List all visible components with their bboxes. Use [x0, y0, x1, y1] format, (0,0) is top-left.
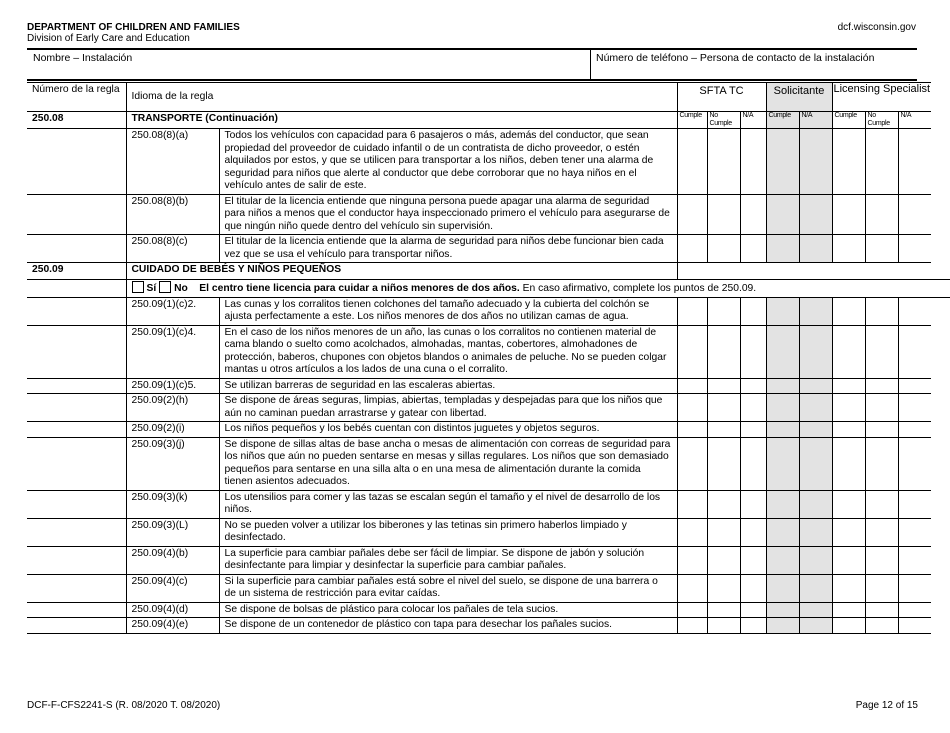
- licensing-check-cell[interactable]: [865, 297, 898, 325]
- applicant-check-cell[interactable]: [799, 490, 832, 518]
- question-text: En caso afirmativo, complete los puntos de 250.09.: [519, 283, 757, 294]
- applicant-check-cell[interactable]: [799, 574, 832, 602]
- sfta-check-cell[interactable]: [677, 437, 707, 490]
- licensing-check-cell[interactable]: [865, 490, 898, 518]
- licensing-check-cell[interactable]: [898, 618, 931, 634]
- rule-text: La superficie para cambiar pañales debe ser fácil de limpiar. Se dispone de jabón y solución desinfectante para limpiar y desinfectar la superficie para cambiar pañales.: [219, 546, 677, 574]
- sfta-check-cell[interactable]: [707, 422, 740, 438]
- licensing-check-cell[interactable]: [865, 422, 898, 438]
- yes-checkbox[interactable]: [132, 281, 144, 293]
- blank-cell: [27, 378, 126, 394]
- licensing-check-cell[interactable]: [865, 194, 898, 235]
- sfta-check-cell[interactable]: [677, 546, 707, 574]
- applicant-check-cell[interactable]: [799, 378, 832, 394]
- rule-id: 250.08(8)(b): [126, 194, 219, 235]
- rule-row: [27, 297, 950, 325]
- licensing-check-cell[interactable]: [865, 546, 898, 574]
- sub-header-complies: Cumple: [766, 112, 799, 129]
- blank-cell: [27, 325, 126, 378]
- applicant-check-cell[interactable]: [766, 602, 799, 618]
- rule-text: Todos los vehículos con capacidad para 6 pasajeros o más, además del conductor, que sean propiedad del proveedor de cuidado infantil o de un contratista de dicho proveedor, o estén alquilados por estos, y que se utilicen para transportar a los niños, deben tener una alarma de seguridad para niños que alerte al conductor que debe corroborar que no haya niños en el vehículo antes de salir de este.: [219, 129, 677, 195]
- sub-header-not-complies: No Cumple: [865, 112, 898, 129]
- rule-row: [27, 235, 950, 263]
- licensing-check-cell[interactable]: [898, 602, 931, 618]
- blank-cell: [27, 280, 126, 298]
- licensing-check-cell[interactable]: [898, 437, 931, 490]
- rule-id: 250.09(3)(L): [126, 518, 219, 546]
- sub-header-na: N/A: [799, 112, 832, 129]
- sfta-check-cell[interactable]: [707, 378, 740, 394]
- licensing-check-cell[interactable]: [898, 422, 931, 438]
- rule-text: El titular de la licencia entiende que la alarma de seguridad para niños debe funcionar bien cada vez que se usa el vehículo para transportar niños.: [219, 235, 677, 263]
- licensing-check-cell[interactable]: [898, 546, 931, 574]
- licensing-check-cell[interactable]: [865, 394, 898, 422]
- applicant-check-cell[interactable]: [766, 518, 799, 546]
- sfta-check-cell[interactable]: [707, 518, 740, 546]
- sfta-check-cell[interactable]: [740, 422, 766, 438]
- rule-row: [27, 325, 950, 378]
- blank-cell: [27, 490, 126, 518]
- yes-option[interactable]: [132, 283, 157, 294]
- sfta-check-cell[interactable]: [707, 129, 740, 195]
- sfta-check-cell[interactable]: [707, 602, 740, 618]
- licensing-check-cell[interactable]: [865, 437, 898, 490]
- question-cell: [126, 280, 950, 298]
- licensing-check-cell[interactable]: [898, 297, 931, 325]
- rule-number-header: Número de la regla: [27, 83, 126, 112]
- blank-cell: [27, 546, 126, 574]
- blank-cell: [27, 574, 126, 602]
- sfta-check-cell[interactable]: [707, 325, 740, 378]
- sfta-check-cell[interactable]: [707, 235, 740, 263]
- applicant-check-cell[interactable]: [799, 422, 832, 438]
- licensing-check-cell[interactable]: [898, 574, 931, 602]
- section-header-row: [27, 263, 950, 280]
- blank-cell: [27, 394, 126, 422]
- rule-text: Se dispone de sillas altas de base ancha o mesas de alimentación con correas de seguridad para los niños que aún no pueden sentarse en mesas y sillas regulares. Los niños que son demasiado pequeños para sentarse en una silla alta o en una mesa de alimentación durante la comida tienen asientos adecuados.: [219, 437, 677, 490]
- sfta-check-cell[interactable]: [707, 297, 740, 325]
- sfta-check-cell[interactable]: [677, 618, 707, 634]
- applicant-check-cell[interactable]: [799, 325, 832, 378]
- blank-cell: [27, 235, 126, 263]
- rule-id: 250.09(1)(c)5.: [126, 378, 219, 394]
- sub-header-na: N/A: [740, 112, 766, 129]
- rule-id: 250.08(8)(c): [126, 235, 219, 263]
- page-number: Page 12 of 15: [855, 700, 918, 711]
- rule-row: [27, 490, 950, 518]
- rule-language-header: Idioma de la regla: [126, 83, 677, 112]
- blank-cell: [27, 129, 126, 195]
- licensing-check-cell[interactable]: [832, 437, 865, 490]
- sfta-check-cell[interactable]: [677, 325, 707, 378]
- licensing-check-cell[interactable]: [865, 129, 898, 195]
- yes-label: Sí: [146, 283, 157, 294]
- rule-id: 250.09(4)(e): [126, 618, 219, 634]
- licensing-check-cell[interactable]: [832, 378, 865, 394]
- blank-cell: [27, 422, 126, 438]
- licensing-check-cell[interactable]: [865, 325, 898, 378]
- applicant-check-cell[interactable]: [799, 437, 832, 490]
- applicant-check-cell[interactable]: [766, 490, 799, 518]
- applicant-check-cell[interactable]: [766, 325, 799, 378]
- licensing-check-cell[interactable]: [898, 235, 931, 263]
- checklist-table: [27, 82, 950, 634]
- sfta-check-cell[interactable]: [740, 235, 766, 263]
- website: dcf.wisconsin.gov: [837, 22, 916, 33]
- applicant-check-cell[interactable]: [799, 235, 832, 263]
- rule-row: [27, 574, 950, 602]
- sfta-check-cell[interactable]: [707, 490, 740, 518]
- applicant-check-cell[interactable]: [799, 129, 832, 195]
- licensing-check-cell[interactable]: [865, 574, 898, 602]
- section-title: CUIDADO DE BEBÉS Y NIÑOS PEQUEÑOS: [126, 263, 677, 280]
- blank-cell: [27, 518, 126, 546]
- page-header: [27, 22, 240, 45]
- no-checkbox[interactable]: [159, 281, 171, 293]
- rule-id: 250.09(4)(d): [126, 602, 219, 618]
- applicant-check-cell[interactable]: [799, 194, 832, 235]
- licensing-check-cell[interactable]: [898, 490, 931, 518]
- blank-cell: [27, 602, 126, 618]
- rule-row: [27, 378, 950, 394]
- rule-row: [27, 602, 950, 618]
- section-title: TRANSPORTE (Continuación): [126, 112, 677, 129]
- licensing-check-cell[interactable]: [898, 325, 931, 378]
- no-option[interactable]: [159, 283, 188, 294]
- section-number: 250.08: [27, 112, 126, 129]
- section-number: 250.09: [27, 263, 126, 280]
- applicant-check-cell[interactable]: [766, 574, 799, 602]
- rule-row: [27, 518, 950, 546]
- applicant-header: Solicitante: [766, 83, 832, 112]
- licensing-check-cell[interactable]: [832, 325, 865, 378]
- sfta-check-cell[interactable]: [707, 574, 740, 602]
- rule-id: 250.09(3)(k): [126, 490, 219, 518]
- licensing-check-cell[interactable]: [898, 194, 931, 235]
- sub-header-complies: Cumple: [832, 112, 865, 129]
- licensing-check-cell[interactable]: [865, 518, 898, 546]
- facility-name-field[interactable]: Nombre – Instalación: [33, 52, 133, 64]
- sfta-check-cell[interactable]: [740, 602, 766, 618]
- sfta-check-cell[interactable]: [677, 574, 707, 602]
- blank-cell: [27, 437, 126, 490]
- applicant-check-cell[interactable]: [799, 602, 832, 618]
- divider: [590, 50, 591, 79]
- section-header-row: [27, 112, 950, 129]
- rule-id: 250.08(8)(a): [126, 129, 219, 195]
- applicant-check-cell[interactable]: [766, 437, 799, 490]
- applicant-check-cell[interactable]: [766, 546, 799, 574]
- sfta-check-cell[interactable]: [707, 546, 740, 574]
- applicant-check-cell[interactable]: [799, 618, 832, 634]
- sfta-check-cell[interactable]: [740, 129, 766, 195]
- rule-id: 250.09(2)(h): [126, 394, 219, 422]
- form-id: DCF-F-CFS2241-S (R. 08/2020 T. 08/2020): [27, 700, 221, 711]
- rule-id: 250.09(4)(c): [126, 574, 219, 602]
- licensing-check-cell[interactable]: [865, 235, 898, 263]
- applicant-check-cell[interactable]: [766, 618, 799, 634]
- facility-phone-field[interactable]: Número de teléfono – Persona de contacto de la instalación: [596, 52, 875, 64]
- sfta-check-cell[interactable]: [707, 394, 740, 422]
- sfta-check-cell[interactable]: [677, 378, 707, 394]
- applicant-check-cell[interactable]: [766, 194, 799, 235]
- sfta-check-cell[interactable]: [740, 518, 766, 546]
- applicant-check-cell[interactable]: [766, 378, 799, 394]
- sub-header-complies: Cumple: [677, 112, 707, 129]
- licensing-check-cell[interactable]: [865, 602, 898, 618]
- rule-text: No se pueden volver a utilizar los biberones y las tetinas sin primero haberlos limpiado y desinfectado.: [219, 518, 677, 546]
- rule-id: 250.09(1)(c)4.: [126, 325, 219, 378]
- sfta-check-cell[interactable]: [740, 297, 766, 325]
- sfta-check-cell[interactable]: [677, 194, 707, 235]
- licensing-check-cell[interactable]: [832, 618, 865, 634]
- sub-header-na: N/A: [898, 112, 931, 129]
- applicant-check-cell[interactable]: [766, 422, 799, 438]
- rule-text: En el caso de los niños menores de un año, las cunas o los corralitos no contienen material de cama blando o suelto como acolchados, almohadas, mantas, cobertores, almohadones de protección, baberos, chupones con objetos blandos o animales de peluche. No se pueden colgar mantas u otros artículos a los lados de una cuna o el corralito.: [219, 325, 677, 378]
- sfta-check-cell[interactable]: [740, 490, 766, 518]
- sfta-check-cell[interactable]: [677, 235, 707, 263]
- rule-id: 250.09(1)(c)2.: [126, 297, 219, 325]
- licensing-check-cell[interactable]: [832, 518, 865, 546]
- licensing-check-cell[interactable]: [865, 378, 898, 394]
- applicant-check-cell[interactable]: [766, 394, 799, 422]
- licensing-check-cell[interactable]: [832, 574, 865, 602]
- licensing-check-cell[interactable]: [898, 518, 931, 546]
- rule-row: [27, 394, 950, 422]
- rule-row: [27, 194, 950, 235]
- rule-id: 250.09(2)(i): [126, 422, 219, 438]
- rule-row: [27, 422, 950, 438]
- no-label: No: [174, 283, 188, 294]
- rule-row: [27, 546, 950, 574]
- blank-cell: [27, 194, 126, 235]
- licensing-check-cell[interactable]: [832, 235, 865, 263]
- division-name: Division of Early Care and Education: [27, 33, 190, 44]
- rule-row: [27, 129, 950, 195]
- licensing-check-cell[interactable]: [865, 618, 898, 634]
- rule-row: [27, 437, 950, 490]
- sub-header-not-complies: No Cumple: [707, 112, 740, 129]
- column-header-row: [27, 83, 950, 112]
- sfta-check-cell[interactable]: [740, 546, 766, 574]
- sfta-check-cell[interactable]: [740, 325, 766, 378]
- rule-text: Se dispone de áreas seguras, limpias, abiertas, templadas y despejadas para que los niños que aún no caminan puedan arrastrarse y gatear con libertad.: [219, 394, 677, 422]
- applicant-check-cell[interactable]: [799, 394, 832, 422]
- rule-id: 250.09(4)(b): [126, 546, 219, 574]
- question-row: [27, 280, 950, 298]
- sfta-check-cell[interactable]: [707, 194, 740, 235]
- sfta-check-cell[interactable]: [740, 378, 766, 394]
- rule-id: 250.09(3)(j): [126, 437, 219, 490]
- blank-cell: [27, 618, 126, 634]
- sfta-check-cell[interactable]: [740, 194, 766, 235]
- question-bold-text: El centro tiene licencia para cuidar a niños menores de dos años.: [199, 283, 520, 294]
- rule-row: [27, 618, 950, 634]
- facility-info-row: [27, 48, 917, 81]
- licensing-check-cell[interactable]: [898, 394, 931, 422]
- applicant-check-cell[interactable]: [799, 546, 832, 574]
- sfta-check-cell[interactable]: [740, 618, 766, 634]
- sfta-check-cell[interactable]: [740, 574, 766, 602]
- licensing-check-cell[interactable]: [832, 422, 865, 438]
- rule-text: Se dispone de un contenedor de plástico con tapa para desechar los pañales sucios.: [219, 618, 677, 634]
- licensing-check-cell[interactable]: [832, 129, 865, 195]
- sfta-check-cell[interactable]: [740, 437, 766, 490]
- rule-text: Los utensilios para comer y las tazas se escalan según el tamaño y el nivel de desarrollo de los niños.: [219, 490, 677, 518]
- licensing-check-cell[interactable]: [832, 194, 865, 235]
- sfta-check-cell[interactable]: [707, 437, 740, 490]
- rule-text: Si la superficie para cambiar pañales está sobre el nivel del suelo, se dispone de una barrera o de un sistema de restricción para evitar caídas.: [219, 574, 677, 602]
- rule-text: Las cunas y los corralitos tienen colchones del tamaño adecuado y la cubierta del colchón se ajusta perfectamente a este. Los niños menores de dos años no utilizan camas de agua.: [219, 297, 677, 325]
- rule-text: Los niños pequeños y los bebés cuentan con distintos juguetes y objetos seguros.: [219, 422, 677, 438]
- sfta-check-cell[interactable]: [677, 602, 707, 618]
- applicant-check-cell[interactable]: [766, 129, 799, 195]
- blank-cell: [27, 297, 126, 325]
- applicant-check-cell[interactable]: [799, 518, 832, 546]
- rule-text: Se dispone de bolsas de plástico para colocar los pañales de tela sucios.: [219, 602, 677, 618]
- licensing-check-cell[interactable]: [832, 546, 865, 574]
- sfta-check-cell[interactable]: [677, 422, 707, 438]
- licensing-check-cell[interactable]: [832, 602, 865, 618]
- sfta-check-cell[interactable]: [677, 490, 707, 518]
- licensing-check-cell[interactable]: [832, 297, 865, 325]
- sfta-check-cell[interactable]: [707, 618, 740, 634]
- applicant-check-cell[interactable]: [766, 297, 799, 325]
- licensing-header: Licensing Specialist: [832, 83, 931, 112]
- applicant-check-cell[interactable]: [766, 235, 799, 263]
- rule-text: El titular de la licencia entiende que ninguna persona puede apagar una alarma de seguridad para niños a menos que el conductor haya inspeccionado primero el vehículo para asegurarse de que ningún niño quede dentro del vehículo sin supervisión.: [219, 194, 677, 235]
- licensing-check-cell[interactable]: [832, 394, 865, 422]
- applicant-check-cell[interactable]: [799, 297, 832, 325]
- licensing-check-cell[interactable]: [898, 378, 931, 394]
- department-name: DEPARTMENT OF CHILDREN AND FAMILIES: [27, 22, 240, 33]
- rule-text: Se utilizan barreras de seguridad en las escaleras abiertas.: [219, 378, 677, 394]
- licensing-check-cell[interactable]: [832, 490, 865, 518]
- sfta-header: SFTA TC: [677, 83, 766, 112]
- sfta-check-cell[interactable]: [677, 129, 707, 195]
- licensing-check-cell[interactable]: [898, 129, 931, 195]
- sfta-check-cell[interactable]: [677, 518, 707, 546]
- section-header-filler: [677, 263, 931, 280]
- sfta-check-cell[interactable]: [677, 394, 707, 422]
- sfta-check-cell[interactable]: [677, 297, 707, 325]
- sfta-check-cell[interactable]: [740, 394, 766, 422]
